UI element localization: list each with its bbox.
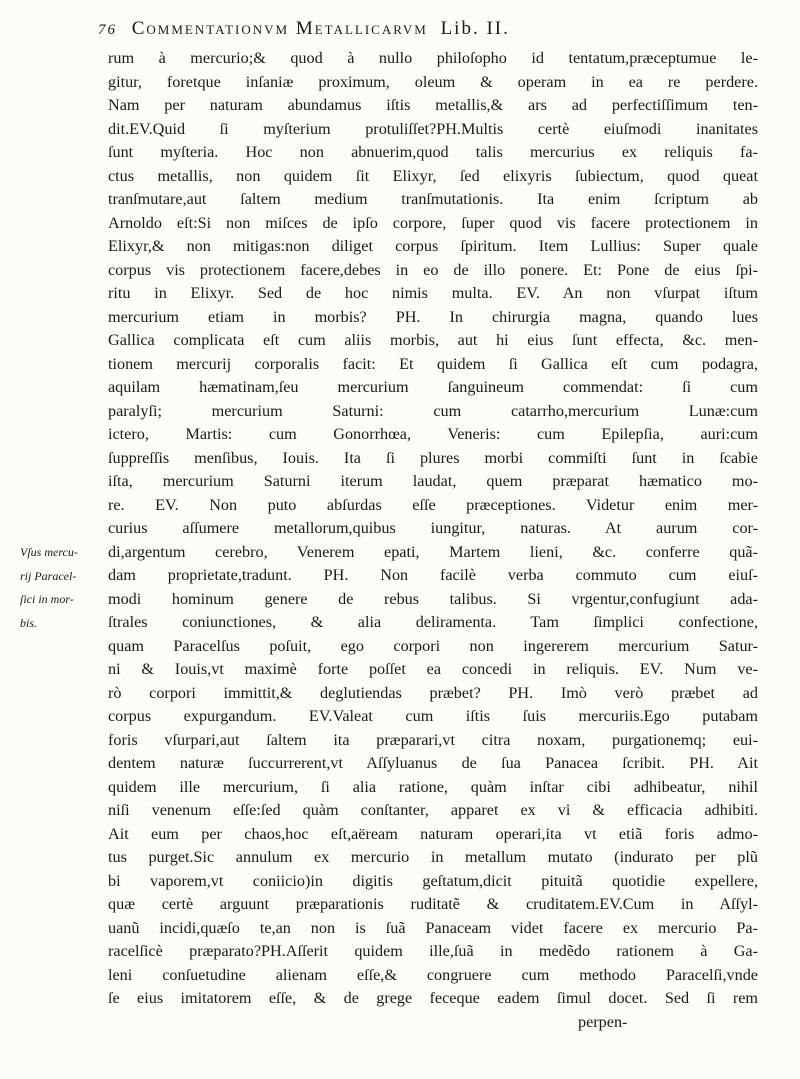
text-line: dentem naturæ ſuccurrerent,vt Aſſyluanus de ſua Panacea ſcribit. PH. Ait [108,754,758,772]
text-line: racelſicè præparato?PH.Aſſerit quidem ille,ſuã in medẽdo rationem à Ga- [108,942,758,960]
text-line: ſe eius imitatorem eſſe, & de grege feceque eadem ſimul docet. Sed ſi rem [108,989,758,1007]
text-line: dam proprietate,tradunt. PH. Non facilè verba commuto cum eiuſ- [108,566,758,584]
margin-note [20,541,100,635]
body-text [108,47,758,1034]
text-line: modi hominum genere de rebus talibus. Si vrgentur,confugiunt ada- [108,589,758,608]
text-line: tionem mercurij corporalis facit: Et quidem ſi Gallica eſt cum podagra, [108,354,758,373]
text-line: Arnoldo eſt:Si non miſces de ipſo corpore, ſuper quod vis facere protectionem in [108,213,758,232]
text-line: quidem ille mercurium, ſi alia ratione, quàm inſtar cibi adhibeatur, nihil [108,777,758,796]
text-line: gitur, foretque inſaniæ proximum, oleum & operam in ea re perdere. [108,72,758,91]
text-line: uanũ incidi,quæſo te,an non is ſuã Panaceam videt facere ex mercurio Pa- [108,918,758,937]
margin-note-line: ſici in mor- [20,592,74,606]
page-number: 76 [98,22,117,38]
text-line: ctus metallis, non quidem ſit Elixyr, ſed elixyris ſubiectum, quod queat [108,166,758,185]
text-line: rum à mercurio;& quod à nullo philoſopho id tentatum,præceptumue le- [108,49,758,67]
running-title: Commentationvm Metallicarvm [131,18,428,39]
text-line: rò corpori immittit,& deglutiendas præbet? PH. Imò verò præbet ad [108,683,758,702]
text-line: iſta, mercurium Saturni iterum laudat, quem præparat hæmatico mo- [108,472,758,490]
text-line: di,argentum cerebro, Venerem epati, Martem lieni, &c. conferre quã- [108,542,758,561]
catchword: perpen- [578,1012,628,1031]
text-line: Ait eum per chaos,hoc eſt,aëream naturam operari,ita vt etiã foris admo- [108,824,758,843]
text-line: Gallica complicata eſt cum aliis morbis, aut hi eius ſunt effecta, &c. men- [108,331,758,349]
margin-note-line: rij Paracel- [20,568,77,583]
text-line: dit.EV.Quid ſi myſterium protuliſſet?PH.Multis certè eiuſmodi inanitates [108,119,758,138]
text-line: re. EV. Non puto abſurdas eſſe præceptiones. Videtur enim mer- [108,495,758,514]
text-line: tus purget.Sic annulum ex mercurio in metallum mutato (indurato per plũ [108,848,758,866]
text-line: niſi venenum eſſe:ſed quàm conſtanter, apparet ex vi & efficacia adhibiti. [108,801,758,819]
margin-note-line: bis. [20,615,38,630]
text-line: quæ certè arguunt præparationis ruditatẽ & cruditatem.EV.Cum in Aſſyl- [108,895,758,913]
text-line: ritu in Elixyr. Sed de hoc nimis multa. EV. An non vſurpat iſtum [108,284,758,302]
running-head [98,18,758,44]
text-line: bi vaporem,vt coniicio)in digitis geſtatum,dicit pituitã quotidie expellere, [108,871,758,890]
text-line: ictero, Martis: cum Gonorrhœa, Veneris: cum Epilepſia, auri:cum [108,425,758,443]
text-line: corpus expurgandum. EV.Valeat cum iſtis ſuis mercuriis.Ego putabam [108,707,758,725]
text-line: corpus vis protectionem facere,debes in eo de illo ponere. Et: Pone de eius ſpi- [108,260,758,279]
text-line: ſuppreſſis menſibus, Iouis. Ita ſi plures morbi commiſti ſunt in ſcabie [108,448,758,467]
text-line: leni conſuetudine alienam eſſe,& congruere cum methodo Paracelſi,vnde [108,965,758,984]
book-number: Lib. II. [440,18,510,39]
text-line: Elixyr,& non mitigas:non diliget corpus ſpiritum. Item Lullius: Super quale [108,237,758,255]
text-line: ſtrales coniunctiones, & alia deliramenta. Tam ſimplici confectione, [108,613,758,631]
text-line: foris vſurpari,aut ſaltem ita præparari,vt citra noxam, purgationemq; eui- [108,730,758,749]
text-line: quam Paracelſus poſuit, ego corpori non ingererem mercurium Satur- [108,636,758,655]
text-line: paralyſi; mercurium Saturni: cum catarrho,mercurium Lunæ:cum [108,401,758,420]
text-line: ſunt myſteria. Hoc non abnuerim,quod talis mercurius ex reliquis fa- [108,143,758,161]
margin-note-line: Vſus mercu- [20,545,78,559]
text-line: ni & Iouis,vt maximè forte poſſet ea concedi in reliquis. EV. Num ve- [108,660,758,678]
text-line: mercurium etiam in morbis? PH. In chirurgia magna, quando lues [108,307,758,326]
text-line: curius aſſumere metallorum,quibus iungitur, naturas. At aurum cor- [108,519,758,537]
text-line: aquilam hæmatinam,ſeu mercurium ſanguineum commendat: ſi cum [108,378,758,396]
text-line: tranſmutare,aut ſaltem medium tranſmutationis. Ita enim ſcriptum ab [108,190,758,208]
text-line: Nam per naturam abundamus iſtis metallis,& ars ad perfectiſſimum ten- [108,96,758,114]
